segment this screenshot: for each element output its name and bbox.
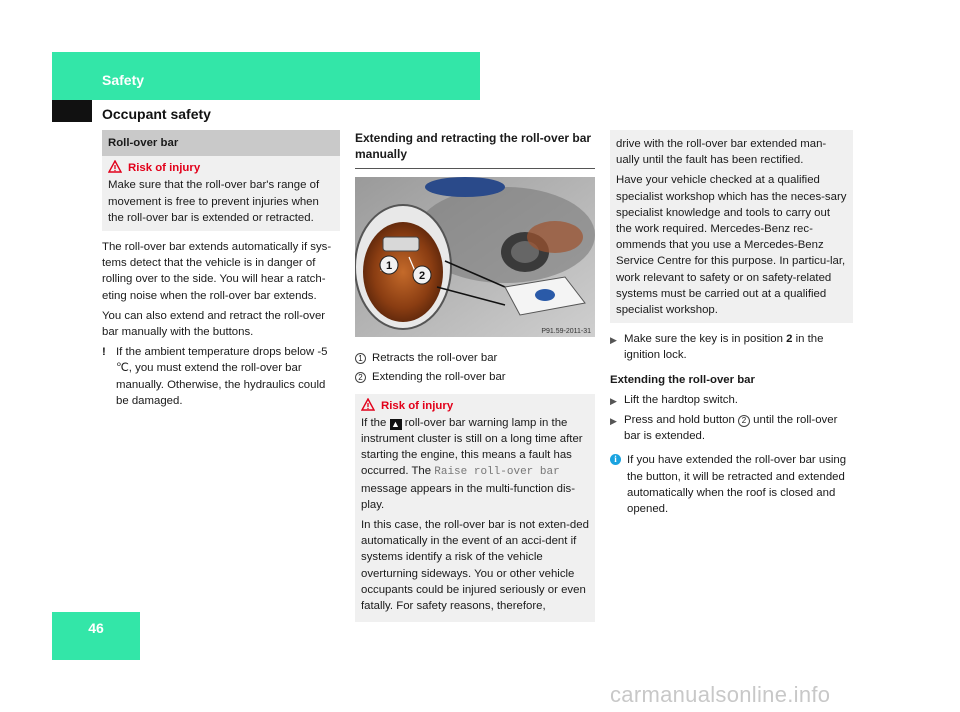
step-item xyxy=(610,392,853,409)
step-text: Press and hold button 2 until the roll-over bar is extended. xyxy=(624,414,838,443)
warning-text: In this case, the roll-over bar is not exten-ded automatically in the event of an acci-dent if systems identify a risk of the vehicle overturning sideways. You or other vehicle occupants could be injured seriously or even fatally. For safety reasons, therefore, xyxy=(361,519,589,613)
section-heading: Extending and retracting the roll-over bar manually xyxy=(355,130,595,169)
column-3 xyxy=(610,130,853,517)
svg-text:2: 2 xyxy=(418,270,426,282)
number-badge: 2 xyxy=(355,372,366,383)
step-text: Make sure the key is in position 2 in the ignition lock. xyxy=(624,333,824,362)
rollover-buttons-photo xyxy=(355,177,595,337)
column-1 xyxy=(102,130,340,409)
note xyxy=(102,344,340,409)
arrow-icon: ▶ xyxy=(610,335,617,346)
legend-item xyxy=(355,350,595,366)
number-badge: 1 xyxy=(355,353,366,364)
info-note xyxy=(610,452,853,517)
warning-text: Have your vehicle checked at a qualified specialist workshop which has the neces-sary specialist knowledge and tools to carry out the work required. Mercedes-Benz rec-ommends that you use a Mercedes-Benz Service Centre for this purpose. In particu-lar, work relevant to safety or on safety-related systems must be carried out at a qualified specialist workshop. xyxy=(616,174,847,317)
heading-marker xyxy=(52,100,92,122)
section-title: Safety xyxy=(102,72,145,88)
column-2 xyxy=(355,130,595,630)
svg-text:1: 1 xyxy=(385,260,393,272)
subheading: Extending the roll-over bar xyxy=(610,373,755,386)
warning-text: Make sure that the roll-over bar's range of movement is free to prevent injuries when the roll-over bar is extended or retracted. xyxy=(108,179,320,224)
page-number: 46 xyxy=(88,620,104,636)
watermark: carmanualsonline.info xyxy=(610,682,831,707)
arrow-icon: ▶ xyxy=(610,416,617,427)
number-badge: 2 xyxy=(738,415,750,427)
warning-triangle-icon xyxy=(108,160,122,173)
paragraph: You can also extend and retract the roll-over bar manually with the buttons. xyxy=(102,309,326,339)
warning-text: If the ▲ roll-over bar warning lamp in the instrument cluster is still on a long time after starting the engine, this means a fault has occurred. The Raise roll-over bar message appears in the multi-function dis-play. xyxy=(361,416,583,511)
display-message: Raise roll-over bar xyxy=(434,466,560,479)
warning-box xyxy=(102,156,340,231)
photo-code: P91.59-2011-31 xyxy=(541,328,591,335)
warning-box xyxy=(355,394,595,623)
warning-triangle-icon xyxy=(361,398,375,411)
info-icon: i xyxy=(610,454,621,465)
arrow-icon: ▶ xyxy=(610,395,617,406)
step-item xyxy=(610,412,853,444)
legend-text: Retracts the roll-over bar xyxy=(372,352,498,365)
legend-item xyxy=(355,369,595,385)
warning-title: Risk of injury xyxy=(381,399,454,412)
warning-text: drive with the roll-over bar extended man-ually until the fault has been rectified. xyxy=(616,138,827,167)
warning-title: Risk of injury xyxy=(128,162,201,175)
note-text: If the ambient temperature drops below -5 ℃, you must extend the roll-over bar manually. Otherwise, the hydraulics could be damaged. xyxy=(116,346,328,407)
legend-text: Extending the roll-over bar xyxy=(372,371,506,384)
paragraph: The roll-over bar extends automatically if sys-tems detect that the vehicle is in danger of rolling over to the side. You will hear a ratch-eting noise when the roll-over bar extends. xyxy=(102,241,332,302)
rollover-warning-lamp-icon: ▲ xyxy=(391,418,400,429)
step-text: Lift the hardtop switch. xyxy=(624,393,738,406)
warning-box-continued xyxy=(610,130,853,323)
info-text: If you have extended the roll-over bar using the button, it will be retracted and extended automatically when the roof is closed and opened. xyxy=(627,454,847,516)
exclamation-icon: ! xyxy=(102,346,106,359)
rollover-bar-title: Roll-over bar xyxy=(102,130,340,156)
page-heading: Occupant safety xyxy=(102,106,211,122)
step-item xyxy=(610,331,853,363)
